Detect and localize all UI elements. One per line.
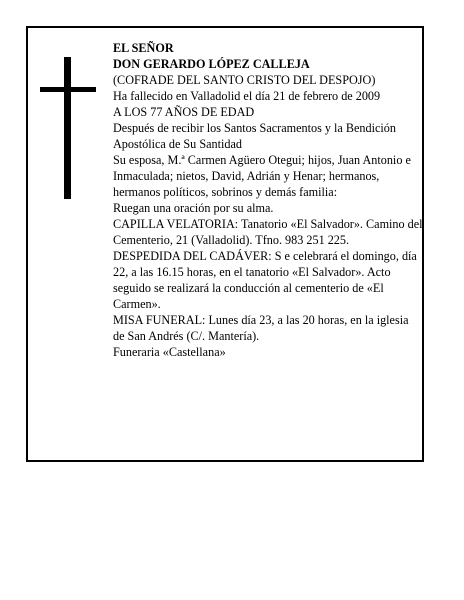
death-info: Ha fallecido en Valladolid el día 21 de febrero de 2009	[113, 89, 381, 103]
deceased-name: DON GERARDO LÓPEZ CALLEJA	[113, 57, 310, 71]
obituary-notice	[26, 26, 424, 462]
sacraments-line: Después de recibir los Santos Sacramentos y la Bendición Apostólica de Su Santidad	[113, 121, 396, 151]
prayer-request: Ruegan una oración por su alma.	[113, 201, 274, 215]
farewell-info: DESPEDIDA DEL CADÁVER: S e celebrará el domingo, día 22, a las 16.15 horas, en el tanatorio «El Salvador». Acto seguido se realizará la conducción al cementerio de «El Carmen».	[113, 249, 417, 311]
family-line: Su esposa, M.ª Carmen Agüero Otegui; hijos, Juan Antonio e Inmaculada; nietos, David, Adrián y Henar; hermanos, hermanos políticos, sobrinos y demás familia:	[113, 153, 411, 199]
funeral-mass-info: MISA FUNERAL: Lunes día 23, a las 20 horas, en la iglesia de San Andrés (C/. Mantería).	[113, 313, 409, 343]
cross-icon	[40, 57, 96, 199]
funeral-home: Funeraria «Castellana»	[113, 345, 226, 359]
title-line: EL SEÑOR	[113, 41, 174, 55]
age-line: A LOS 77 AÑOS DE EDAD	[113, 105, 255, 119]
cross-vertical-bar	[64, 57, 71, 199]
brotherhood-line: (COFRADE DEL SANTO CRISTO DEL DESPOJO)	[113, 73, 376, 87]
cross-horizontal-bar	[40, 87, 96, 92]
chapel-info: CAPILLA VELATORIA: Tanatorio «El Salvador». Camino del Cementerio, 21 (Valladolid). Tfno. 983 251 225.	[113, 217, 423, 247]
notice-text	[113, 40, 423, 360]
